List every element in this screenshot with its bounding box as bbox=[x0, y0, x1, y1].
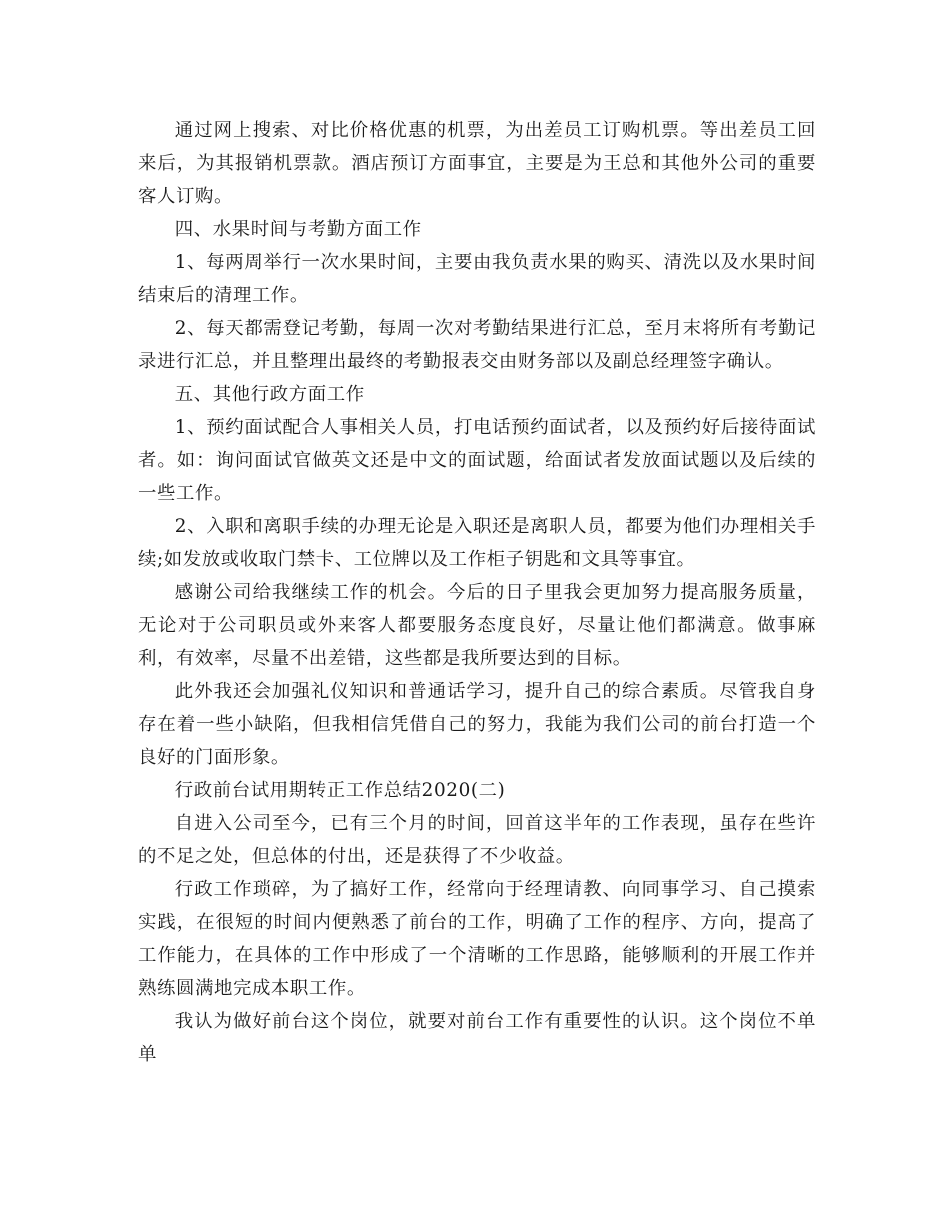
paragraph-gratitude: 感谢公司给我继续工作的机会。今后的日子里我会更加努力提高服务质量，无论对于公司职员或外来客人都要服务态度良好，尽量让他们都满意。做事麻利，有效率，尽量不出差错，这些都是我所要达到的目标。 bbox=[138, 582, 816, 669]
paragraph-flight-booking: 通过网上搜索、对比价格优惠的机票，为出差员工订购机票。等出差员工回来后，为其报销机票款。酒店预订方面事宜，主要是为王总和其他外公司的重要客人订购。 bbox=[138, 120, 816, 207]
paragraph-self-improvement: 此外我还会加强礼仪知识和普通话学习，提升自己的综合素质。尽管我自身存在着一些小缺陷，但我相信凭借自己的努力，我能为我们公司的前台打造一个良好的门面形象。 bbox=[138, 681, 816, 768]
paragraph-admin-work: 行政工作琐碎，为了搞好工作，经常向于经理请教、向同事学习、自己摸索实践，在很短的时间内便熟悉了前台的工作，明确了工作的程序、方向，提高了工作能力，在具体的工作中形成了一个清晰的工作思路，能够顺利的开展工作并熟练圆满地完成本职工作。 bbox=[138, 879, 816, 999]
paragraph-fruit-time: 1、每两周举行一次水果时间，主要由我负责水果的购买、清洗以及水果时间结束后的清理工作。 bbox=[138, 252, 816, 306]
paragraph-front-desk-importance: 我认为做好前台这个岗位，就要对前台工作有重要性的认识。这个岗位不单单 bbox=[138, 1011, 816, 1065]
heading-other-admin-work: 五、其他行政方面工作 bbox=[174, 384, 365, 405]
heading-fruit-time-attendance: 四、水果时间与考勤方面工作 bbox=[174, 219, 422, 240]
paragraph-attendance: 2、每天都需登记考勤，每周一次对考勤结果进行汇总，至月末将所有考勤记录进行汇总，并且整理出最终的考勤报表交由财务部以及副总经理签字确认。 bbox=[138, 318, 816, 372]
paragraph-three-months: 自进入公司至今，已有三个月的时间，回首这半年的工作表现，虽存在些许的不足之处，但总体的付出，还是获得了不少收益。 bbox=[138, 813, 816, 867]
document-body bbox=[138, 114, 816, 1071]
paragraph-interview-scheduling: 1、预约面试配合人事相关人员，打电话预约面试者，以及预约好后接待面试者。如：询问面试官做英文还是中文的面试题，给面试者发放面试题以及后续的一些工作。 bbox=[138, 417, 816, 504]
paragraph-onboarding-offboarding: 2、入职和离职手续的办理无论是入职还是离职人员，都要为他们办理相关手续;如发放或收取门禁卡、工位牌以及工作柜子钥匙和文具等事宜。 bbox=[138, 516, 816, 570]
section-title-part-two: 行政前台试用期转正工作总结2020(二) bbox=[174, 780, 506, 801]
